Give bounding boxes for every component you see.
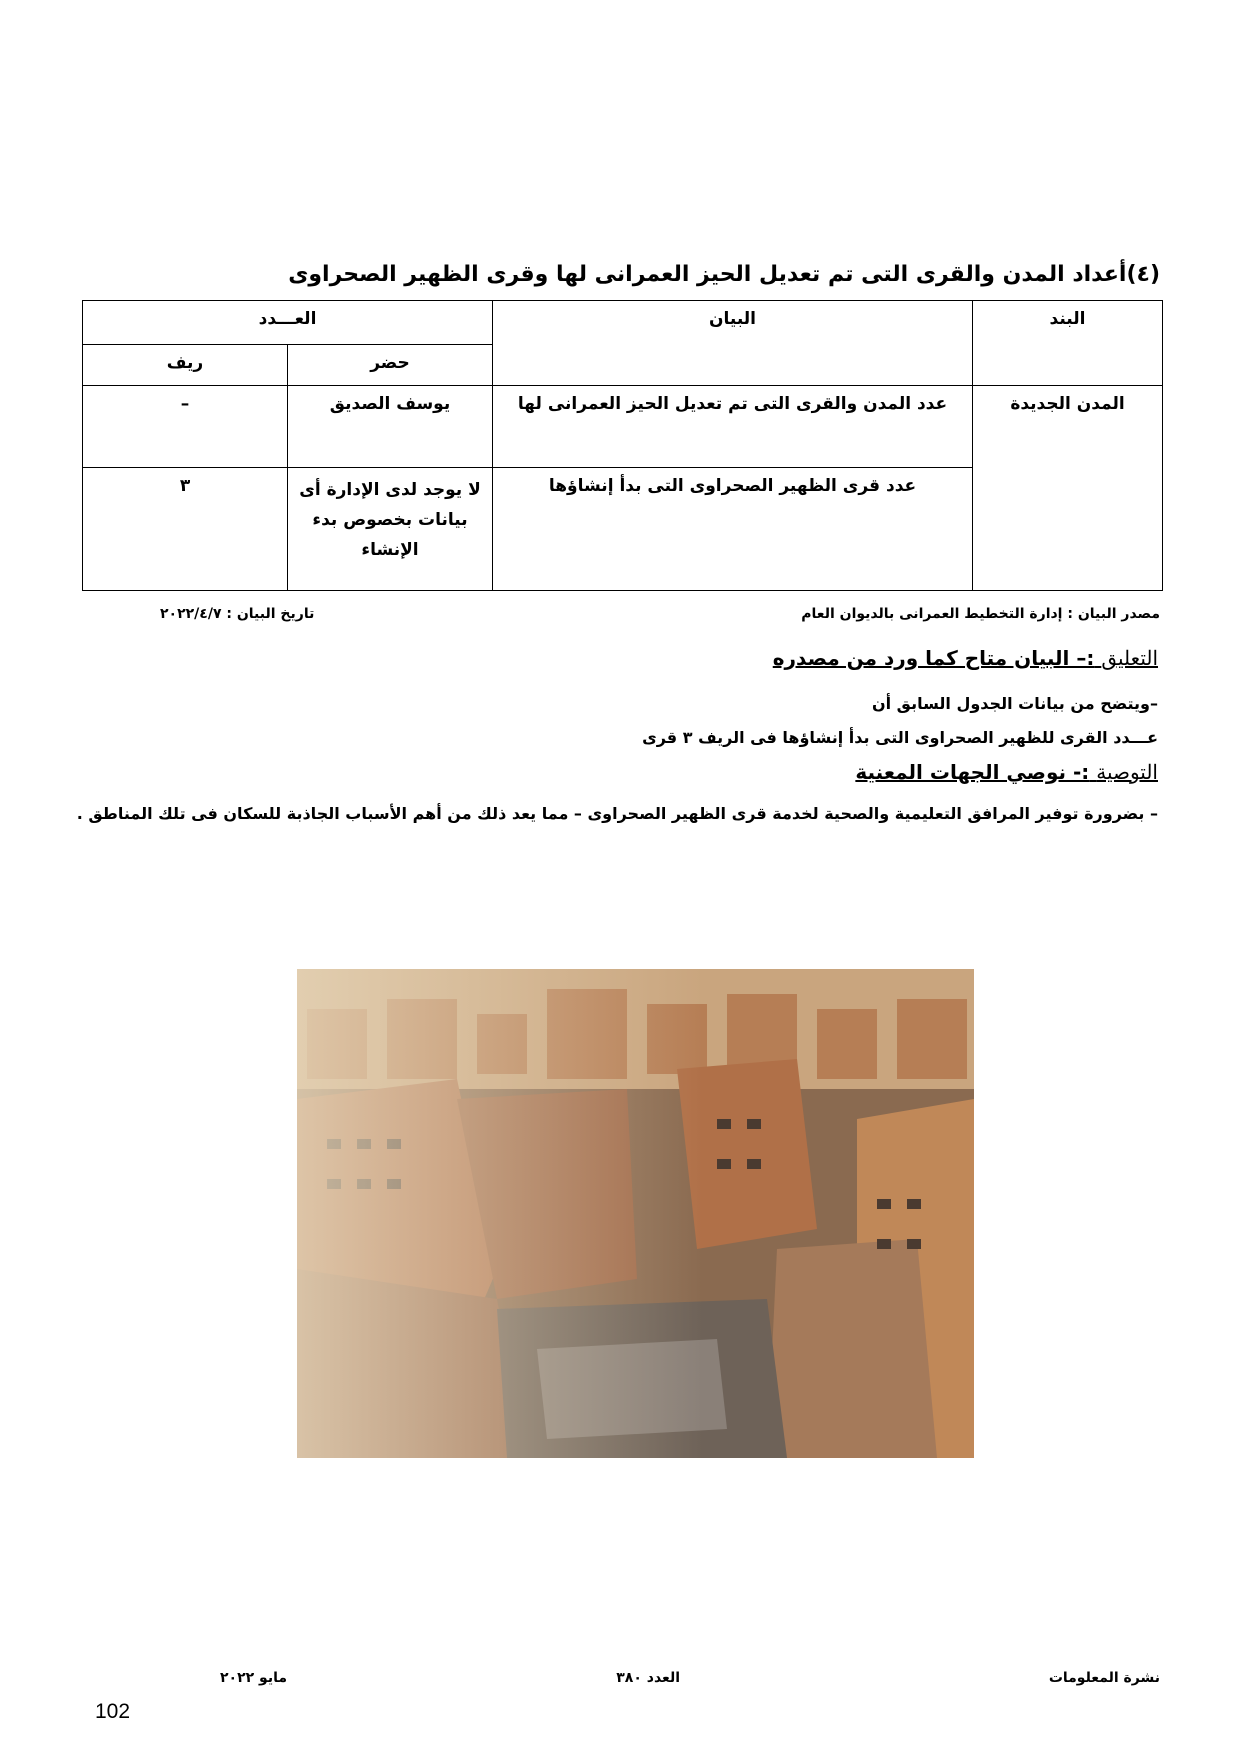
header-hadar: حضر <box>288 345 493 386</box>
comment-heading-text: :– البيان متاح كما ورد من مصدره <box>772 646 1095 670</box>
header-adad: العـــدد <box>83 301 493 345</box>
footer-issue: العدد ٣٨٠ <box>616 1670 680 1686</box>
urban-area-photo <box>297 969 974 1458</box>
bayan-cell: عدد المدن والقرى التى تم تعديل الحيز العمرانى لها <box>493 386 973 468</box>
data-source: مصدر البيان : إدارة التخطيط العمرانى بالديوان العام <box>801 606 1160 622</box>
data-table <box>82 300 1163 591</box>
comment-line: عـــدد القرى للظهير الصحراوى التى بدأ إنشاؤها فى الريف ٣ قرى <box>642 728 1158 747</box>
source-line <box>80 606 1160 626</box>
recommendation-heading-text: :- نوصي الجهات المعنية <box>855 760 1090 784</box>
header-band: البند <box>973 301 1163 386</box>
document-title: (٤)أعداد المدن والقرى التى تم تعديل الحيز العمرانى لها وقرى الظهير الصحراوى <box>288 262 1160 287</box>
comment-label: التعليق <box>1101 646 1158 670</box>
recommendation-line: – بضرورة توفير المرافق التعليمية والصحية لخدمة قرى الظهير الصحراوى – مما يعد ذلك من أهم الأسباب الجاذبة للسكان فى تلك المناطق . <box>76 804 1158 823</box>
hadar-cell: لا يوجد لدى الإدارة أى بيانات بخصوص بدء الإنشاء <box>288 468 493 591</box>
bayan-cell: عدد قرى الظهير الصحراوى التى بدأ إنشاؤها <box>493 468 973 591</box>
comment-heading <box>773 646 1158 670</box>
table-row <box>83 386 1163 468</box>
recommendation-label: التوصية <box>1096 760 1158 784</box>
page-number: 102 <box>95 1700 131 1723</box>
reef-cell: ٣ <box>83 468 288 591</box>
hadar-cell: يوسف الصديق <box>288 386 493 468</box>
band-cell: المدن الجديدة <box>973 386 1163 591</box>
header-bayan: البيان <box>493 301 973 386</box>
header-reef: ريف <box>83 345 288 386</box>
comment-line: –ويتضح من بيانات الجدول السابق أن <box>871 694 1158 713</box>
data-date: تاريخ البيان : ٢٠٢٢/٤/٧ <box>160 606 315 622</box>
footer-publication: نشرة المعلومات <box>1048 1670 1160 1686</box>
recommendation-heading <box>855 760 1158 784</box>
page-footer <box>80 1670 1160 1690</box>
reef-cell: – <box>83 386 288 468</box>
footer-date: مايو ٢٠٢٢ <box>220 1670 288 1686</box>
